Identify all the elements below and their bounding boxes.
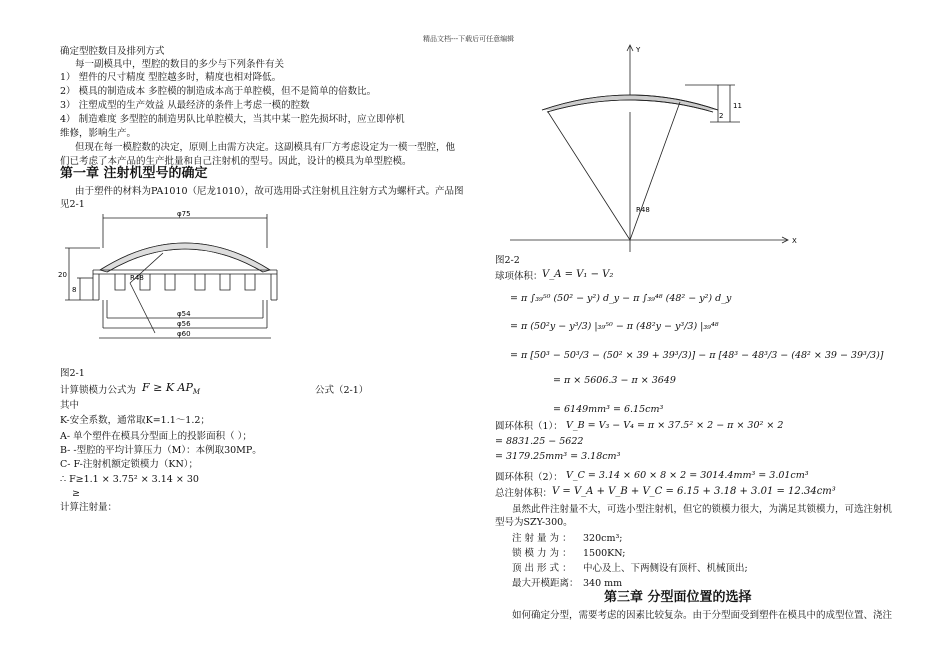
ring1-label: 圆环体积（1）： — [495, 421, 563, 432]
dim-11: 11 — [733, 102, 742, 110]
where-label: 其中 — [60, 400, 80, 411]
dim-phi60: φ60 — [177, 330, 191, 338]
dim-8: 8 — [72, 286, 77, 294]
integral-eq: = π ∫₃₉⁵⁰ (50² − y²) d_y − π ∫₃₉⁴⁸ (48² − y²) d_y — [510, 293, 732, 304]
spec-key: 注 射 量 为 ： — [512, 533, 572, 544]
definition-k: K-安全系数，通常取K=1.1～1.2； — [60, 415, 210, 426]
paragraph-line: 如何确定分型，需要考虑的因素比较复杂。由于分型面受到塑件在模具中的成型位置、浇注 — [512, 610, 893, 621]
figure-2-1 — [55, 208, 315, 348]
force-calc: ∴ F≥1.1 × 3.75² × 3.14 × 30 — [60, 474, 199, 485]
list-item: 1） 塑件的尺寸精度 型腔越多时，精度也相对降低。 — [60, 72, 282, 83]
dim-2: 2 — [719, 112, 724, 120]
geq-symbol: ≥ — [72, 488, 80, 499]
chapter-heading: 第三章 分型面位置的选择 — [604, 590, 752, 605]
formula-number: 公式（2-1） — [315, 385, 369, 396]
definition-b: B- -型腔的平均计算压力（M）：本例取30MP。 — [60, 445, 262, 456]
ball-volume-eq: V_A = V₁ − V₂ — [542, 269, 614, 280]
paragraph-line: 但现在每一模腔数的决定，原则上由需方决定。这副模具有厂方考虑设定为一模一型腔，他 — [75, 142, 456, 153]
antiderivative-eq: = π (50²y − y³/3) |₃₉⁵⁰ − π (48²y − y³/3) |₃₉⁴⁸ — [510, 321, 719, 332]
paragraph-line: 们已考虑了本产品的生产批量和自己注射机的型号。因此，设计的模具为单型腔模。 — [60, 156, 412, 167]
total-volume-label: 总注射体积： — [495, 488, 553, 499]
dim-r48: R48 — [636, 206, 650, 214]
paragraph-line: 每一副模具中，型腔的数目的多少与下列条件有关 — [75, 59, 285, 70]
axis-y: Y — [636, 46, 641, 54]
spec-value: 1500KN; — [583, 548, 626, 559]
spec-key: 锁 模 力 为 ： — [512, 548, 572, 559]
paragraph-line: 由于塑件的材料为PA1010（尼龙1010），故可选用卧式注射机且注射方式为螺杆式。产品图 — [75, 186, 464, 197]
paragraph-line: 维修，影响生产。 — [60, 128, 137, 139]
spec-value: 340 mm — [583, 578, 623, 589]
ring1-eq: V_B = V₃ − V₄ = π × 37.5² × 2 − π × 30² × 2 — [566, 420, 784, 431]
axis-x: X — [792, 237, 797, 245]
list-item: 4） 制造难度 多型腔的制造男队比单腔模大，当其中某一腔先损坏时，应立即停机 — [60, 114, 405, 125]
list-item: 2） 模具的制造成本 多腔模的制造成本高于单腔模，但不是简单的倍数比。 — [60, 86, 377, 97]
expanded-eq: = π [50³ − 50³/3 − (50² × 39 + 39³/3)] − π [48³ − 48³/3 − (48² × 39 − 39³/3)] — [510, 350, 884, 361]
calc-volume-label: 计算注射量： — [60, 502, 118, 513]
dim-r48: R48 — [130, 274, 144, 282]
figure-2-2 — [490, 40, 797, 260]
figure-caption: 图2-1 — [60, 368, 85, 379]
dim-phi75: φ75 — [177, 210, 191, 218]
page-header: 精品文档---下载后可任意编辑 — [423, 35, 515, 43]
total-volume-eq: V = V_A + V_B + V_C = 6.15 + 3.18 + 3.01 = 12.34cm³ — [552, 486, 836, 497]
spec-value: 320cm³; — [583, 533, 623, 544]
figure-caption: 图2-2 — [495, 255, 520, 266]
ring1-eq2: = 8831.25 − 5622 — [495, 436, 584, 447]
dim-20: 20 — [58, 271, 67, 279]
dim-phi56: φ56 — [177, 320, 191, 328]
spec-key: 顶 出 形 式 ： — [512, 563, 572, 574]
result-eq: = 6149mm³ = 6.15cm³ — [553, 404, 664, 415]
ring2-label: 圆环体积（2）： — [495, 472, 563, 483]
definition-c: C- F-注射机额定锁模力（KN）； — [60, 459, 199, 470]
formula-label: 计算锁模力公式为 — [60, 385, 137, 396]
ball-volume-label: 球项体积： — [495, 271, 543, 282]
list-item: 3） 注塑成型的生产效益 从最经济的条件上考虑一模的腔数 — [60, 100, 310, 111]
paragraph-line: 型号为SZY-300。 — [495, 517, 573, 528]
formula: F ≥ K $AP_M$ — [142, 381, 201, 397]
definition-a: A- 单个塑件在模具分型面上的投影面积（ ）； — [60, 431, 252, 442]
ring1-eq3: = 3179.25mm³ = 3.18cm³ — [495, 451, 621, 462]
paragraph-line: 见2-1 — [60, 199, 85, 210]
ring2-eq: V_C = 3.14 × 60 × 8 × 2 = 3014.4mm³ = 3.01cm³ — [566, 470, 809, 481]
spec-key: 最大开模距离： — [512, 578, 579, 589]
dim-phi54: φ54 — [177, 310, 191, 318]
spec-value: 中心及上、下两侧设有顶杆、机械顶出; — [583, 563, 748, 574]
chapter-heading: 第一章 注射机型号的确定 — [60, 166, 208, 181]
simplified-eq: = π × 5606.3 − π × 3649 — [553, 375, 676, 386]
paragraph-line: 虽然此件注射量不大，可选小型注射机，但它的锁模力很大，为满足其锁模力，可选注射机 — [512, 504, 893, 515]
section-title: 确定型腔数目及排列方式 — [60, 46, 165, 57]
